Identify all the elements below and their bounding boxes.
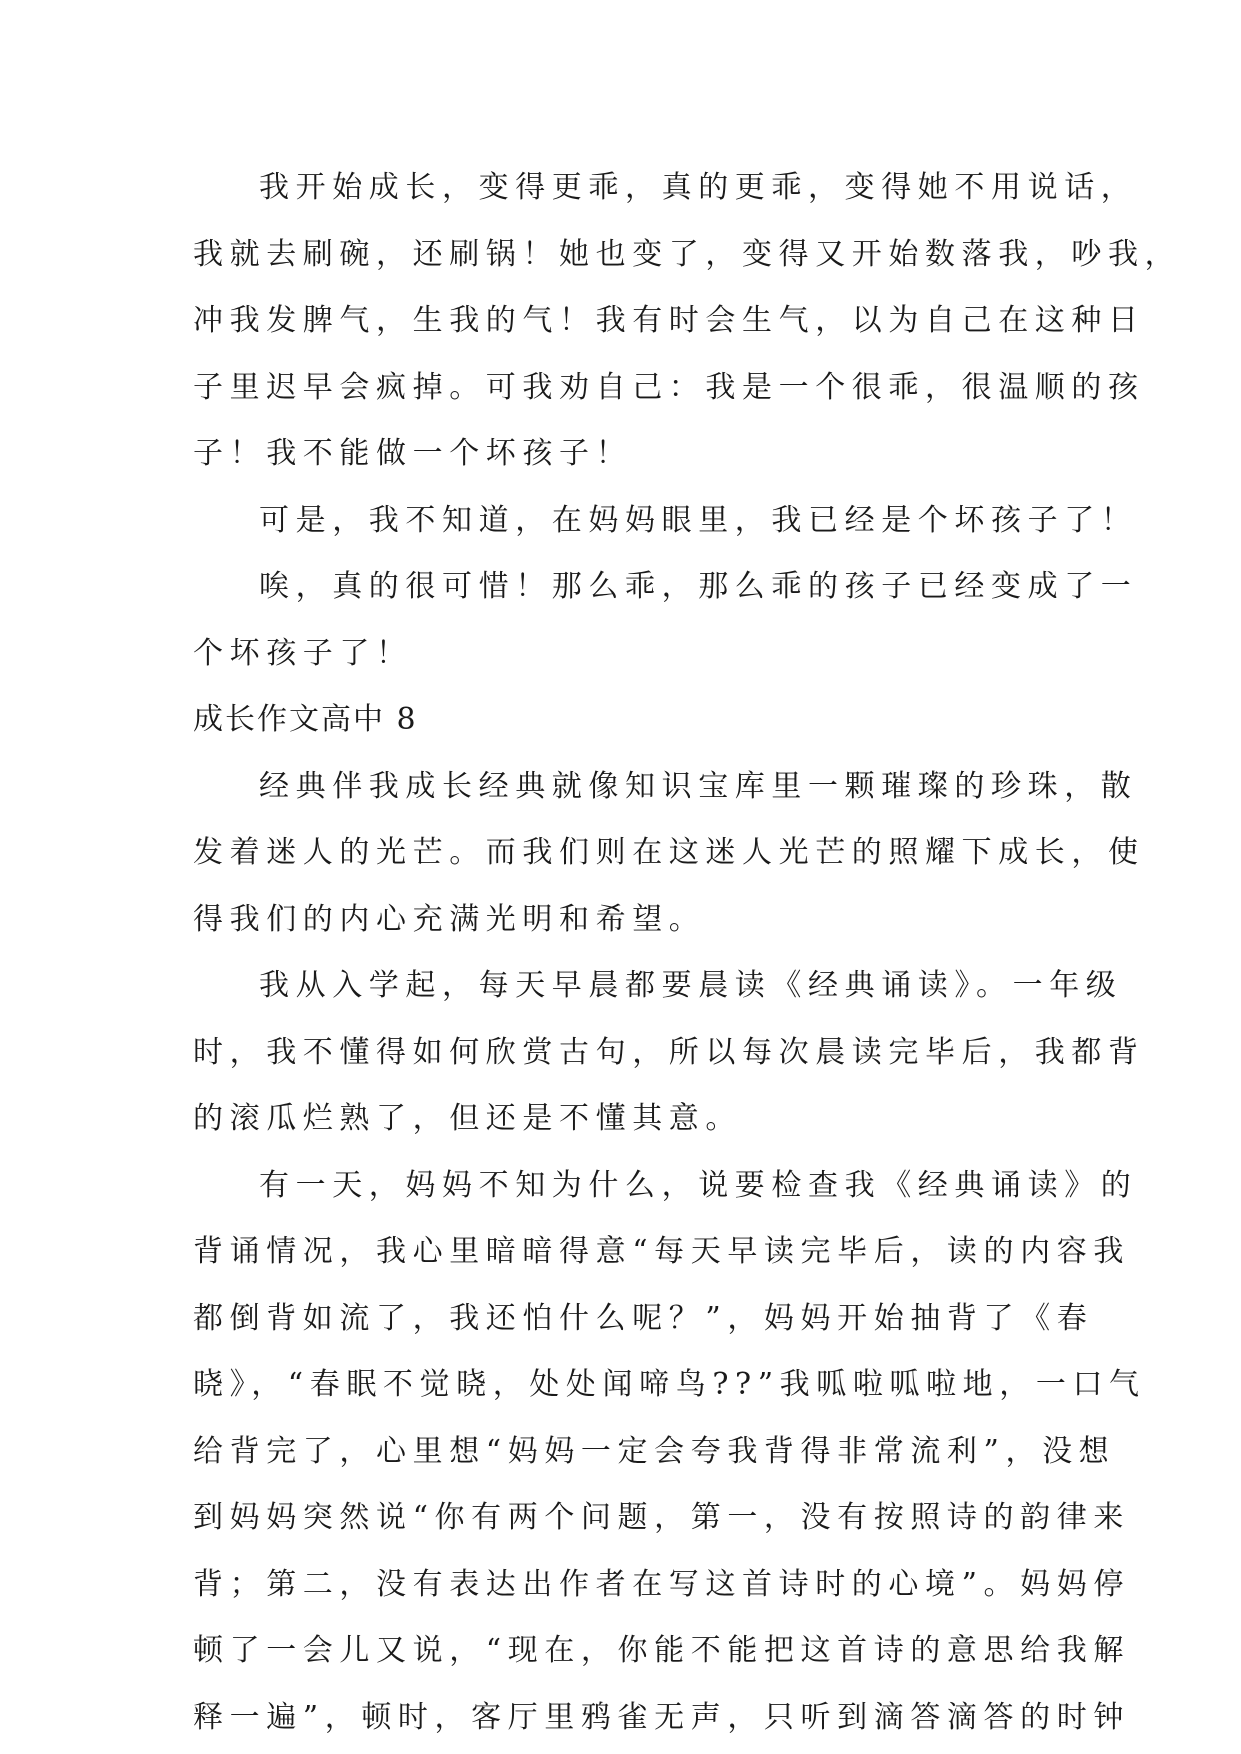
text-line: 冲我发脾气，生我的气！我有时会生气，以为自己在这种日: [193, 303, 1145, 338]
text-line: 我开始成长，变得更乖，真的更乖，变得她不用说话，: [259, 170, 1138, 205]
text-line: 顿了一会儿又说，“现在，你能不能把这首诗的意思给我解: [193, 1633, 1130, 1668]
text-line: 发着迷人的光芒。而我们则在这迷人光芒的照耀下成长，使: [193, 835, 1145, 870]
text-line: 都倒背如流了，我还怕什么呢？”，妈妈开始抽背了《春: [193, 1300, 1094, 1336]
text-line: 子里迟早会疯掉。可我劝自己：我是一个很乖，很温顺的孩: [193, 369, 1145, 405]
text-line: 我就去刷碗，还刷锅！她也变了，变得又开始数落我，吵我，: [193, 236, 1182, 272]
document-page: [193, 155, 1182, 1751]
text-line: 释一遍”，顿时，客厅里鸦雀无声，只听到滴答滴答的时钟: [193, 1699, 1130, 1735]
text-line: 得我们的内心充满光明和希望。: [193, 901, 706, 937]
text-line: 给背完了，心里想“妈妈一定会夸我背得非常流利”，没想: [193, 1433, 1116, 1469]
text-line: 的滚瓜烂熟了，但还是不懂其意。: [193, 1101, 742, 1136]
text-line: 唉，真的很可惜！那么乖，那么乖的孩子已经变成了一: [259, 569, 1138, 604]
section-heading: 成长作文高中 8: [193, 702, 418, 737]
text-line: 可是，我不知道，在妈妈眼里，我已经是个坏孩子了！: [259, 502, 1138, 538]
text-line: 晓》，“春眠不觉晓，处处闻啼鸟??”我呱啦呱啦地，一口气: [193, 1367, 1146, 1402]
text-line: 时，我不懂得如何欣赏古句，所以每次晨读完毕后，我都背: [193, 1034, 1145, 1070]
text-line: 我从入学起，每天早晨都要晨读《经典诵读》。一年级: [259, 968, 1123, 1003]
text-line: 个坏孩子了！: [193, 635, 413, 671]
text-line: 经典伴我成长经典就像知识宝库里一颗璀璨的珍珠，散: [259, 768, 1138, 804]
text-line: 背诵情况，我心里暗暗得意“每天早读完毕后，读的内容我: [193, 1234, 1130, 1269]
text-line: 到妈妈突然说“你有两个问题，第一，没有按照诗的韵律来: [193, 1500, 1130, 1535]
text-line: 子！我不能做一个坏孩子！: [193, 436, 633, 471]
text-line: 背；第二，没有表达出作者在写这首诗时的心境”。妈妈停: [193, 1566, 1130, 1602]
text-line: 有一天，妈妈不知为什么，说要检查我《经典诵读》的: [259, 1167, 1138, 1203]
